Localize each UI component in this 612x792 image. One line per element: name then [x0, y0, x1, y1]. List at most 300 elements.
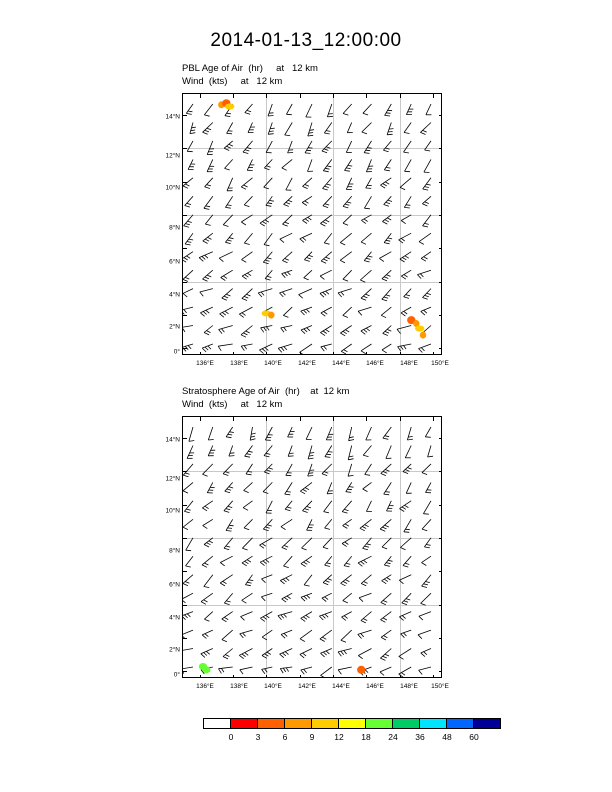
pbl-xtick-7: 150°E: [431, 360, 449, 367]
wind-barb: [183, 482, 193, 493]
wind-barb: [182, 649, 193, 656]
wind-barb: [245, 446, 253, 458]
wind-barb: [382, 289, 392, 301]
wind-barb: [204, 538, 213, 547]
wind-barb: [239, 307, 252, 317]
wind-barb: [325, 556, 332, 566]
wind-barb: [189, 427, 194, 441]
wind-barb: [242, 593, 253, 603]
wind-barb: [285, 123, 293, 136]
wind-barb: [421, 649, 431, 657]
wind-barb: [241, 344, 252, 351]
wind-barb: [204, 104, 213, 116]
wind-barb: [401, 215, 411, 224]
wind-barb: [266, 141, 272, 153]
wind-barb: [385, 104, 393, 116]
wind-barb: [247, 159, 254, 170]
wind-barb: [219, 326, 233, 334]
wind-barb: [288, 446, 294, 457]
wind-barb: [242, 538, 252, 550]
wind-barb: [340, 326, 351, 336]
wind-barb: [363, 104, 372, 115]
wind-barb: [200, 307, 212, 316]
wind-barb: [387, 501, 394, 511]
wind-barb: [245, 575, 253, 586]
wind-barb: [182, 630, 193, 639]
wind-barb: [300, 649, 312, 658]
wind-barb: [381, 612, 392, 623]
colorbar-swatch: [230, 718, 258, 729]
colorbar-swatch: [203, 718, 231, 729]
wind-barb: [343, 593, 352, 603]
wind-barb: [358, 307, 371, 315]
wind-barb: [383, 141, 391, 152]
wind-barb: [260, 538, 273, 549]
wind-barb: [323, 538, 332, 549]
wind-barb: [199, 252, 213, 262]
pbl-xtick-3: 142°E: [298, 360, 316, 367]
wind-barb: [183, 289, 193, 297]
wind-barb: [323, 575, 332, 585]
wind-barb: [422, 556, 432, 565]
wind-barb: [225, 196, 232, 208]
wind-barb: [241, 215, 252, 225]
colorbar-tick-labels: [0, 732, 612, 746]
wind-barb: [364, 252, 372, 262]
wind-barb: [302, 538, 313, 550]
wind-barb: [183, 464, 193, 477]
wind-barb: [383, 427, 391, 439]
wind-barb: [402, 593, 411, 605]
wind-barb: [338, 667, 352, 674]
wind-barb: [321, 344, 332, 351]
strat-ytick-2: 4°N: [169, 614, 180, 622]
wind-barb: [225, 482, 233, 492]
wind-barb: [361, 289, 372, 301]
wind-barb: [340, 252, 352, 263]
wind-barb: [320, 289, 332, 298]
wind-barb: [285, 501, 292, 511]
wind-barb: [308, 159, 314, 171]
wind-barb: [282, 252, 292, 263]
wind-barb: [282, 538, 292, 550]
wind-barb: [207, 141, 214, 155]
wind-barb: [190, 123, 196, 134]
wind-barb: [208, 427, 213, 440]
colorbar-tick-label: 0: [228, 732, 234, 742]
wind-barb: [425, 141, 431, 151]
age-of-air-patch: [420, 332, 425, 338]
wind-barb: [419, 344, 432, 353]
wind-barb: [224, 593, 232, 604]
wind-barb: [203, 233, 213, 243]
wind-barb: [227, 178, 233, 191]
wind-barb: [262, 630, 272, 640]
wind-barb: [300, 233, 312, 242]
wind-barb: [384, 482, 392, 494]
wind-barb: [222, 289, 233, 301]
wind-barb: [242, 252, 253, 263]
wind-barb: [283, 307, 292, 317]
pbl-xtick-5: 146°E: [366, 360, 384, 367]
wind-barb: [399, 649, 411, 660]
wind-barb: [326, 427, 333, 440]
wind-barb: [325, 519, 332, 529]
colorbar-tick-label: 12: [334, 732, 344, 742]
wind-barb: [223, 464, 233, 476]
wind-barb: [366, 178, 372, 189]
wind-barb: [424, 159, 431, 172]
wind-barb: [321, 667, 332, 678]
strat-xtick-3: 142°E: [298, 683, 316, 690]
wind-barb: [221, 270, 233, 280]
strat-xtick-5: 146°E: [366, 683, 384, 690]
pbl-header-line1: PBL Age of Air (hr) at 12 km: [182, 63, 318, 74]
wind-barb: [244, 196, 252, 206]
colorbar-tick-label: 36: [415, 732, 425, 742]
pbl-ytick-7: 14°N: [165, 113, 180, 121]
wind-barb: [302, 196, 312, 205]
wind-barb: [341, 630, 352, 642]
wind-barb: [184, 215, 193, 228]
wind-barb: [366, 159, 373, 171]
wind-barb: [349, 427, 354, 441]
wind-barb: [203, 464, 213, 476]
wind-barb: [278, 612, 292, 620]
wind-barb: [399, 233, 412, 243]
wind-barb: [308, 464, 315, 476]
stratosphere-map-panel[interactable]: [182, 416, 442, 678]
wind-barb: [323, 178, 332, 190]
wind-barb: [382, 270, 391, 281]
wind-barb: [286, 464, 292, 476]
wind-barb: [208, 446, 215, 456]
wind-barb: [304, 252, 312, 262]
wind-barb: [266, 196, 274, 206]
wind-barb: [382, 344, 391, 353]
wind-barb: [226, 519, 234, 531]
wind-barb: [325, 446, 333, 458]
wind-barb: [204, 326, 213, 335]
wind-barb: [303, 501, 313, 513]
wind-barb: [399, 667, 412, 677]
wind-barb: [379, 252, 391, 262]
wind-barb: [406, 482, 412, 493]
wind-barb: [265, 427, 272, 440]
wind-barb: [280, 233, 292, 242]
wind-barb: [360, 270, 371, 282]
wind-barb: [201, 593, 213, 604]
wind-barb: [280, 575, 292, 584]
wind-barb: [422, 196, 431, 206]
wind-barb: [401, 630, 412, 638]
strat-header-line2: Wind (kts) at 12 km: [182, 399, 283, 410]
wind-barb: [263, 252, 272, 264]
wind-barb: [183, 178, 193, 189]
wind-barb: [348, 464, 354, 476]
wind-barb: [268, 123, 275, 135]
wind-barb: [264, 233, 272, 246]
colorbar-tick-label: 3: [255, 732, 261, 742]
pbl-ytick-4: 8°N: [169, 224, 180, 232]
wind-barb: [401, 270, 411, 279]
strat-xtick-0: 136°E: [196, 683, 214, 690]
wind-barb: [420, 123, 431, 135]
wind-barb: [219, 667, 233, 673]
wind-barb: [419, 667, 431, 675]
wind-barb: [407, 427, 413, 440]
wind-barb: [366, 427, 372, 440]
pbl-xtick-6: 148°E: [400, 360, 418, 367]
wind-barb: [182, 344, 193, 351]
wind-barb: [320, 270, 332, 279]
wind-barb: [225, 159, 233, 170]
wind-barb: [204, 196, 213, 209]
wind-barb: [348, 446, 353, 460]
wind-barb: [399, 575, 411, 584]
strat-xtick-1: 138°E: [230, 683, 248, 690]
wind-barb: [404, 289, 412, 299]
wind-barb: [422, 464, 431, 475]
wind-barb: [341, 344, 352, 354]
wind-barb: [182, 593, 193, 603]
wind-barb: [338, 649, 352, 657]
wind-barb: [307, 519, 314, 530]
wind-barb: [280, 667, 292, 673]
wind-barb: [207, 482, 214, 493]
strat-xtick-7: 150°E: [431, 683, 449, 690]
colorbar-swatch: [284, 718, 312, 729]
wind-barb: [419, 612, 431, 621]
wind-barb: [359, 593, 371, 602]
wind-barb: [301, 307, 312, 315]
wind-barb: [342, 538, 352, 547]
wind-barb: [219, 252, 233, 262]
pbl-xtick-1: 138°E: [230, 360, 248, 367]
wind-barb: [243, 141, 253, 154]
colorbar-swatch: [338, 718, 366, 729]
wind-barb: [400, 501, 412, 512]
wind-barb: [205, 178, 213, 189]
wind-barb: [324, 501, 332, 513]
wind-barb: [187, 446, 194, 459]
wind-barb: [260, 215, 272, 226]
wind-barb: [384, 556, 392, 566]
wind-barb: [301, 612, 312, 622]
colorbar-swatch: [446, 718, 474, 729]
wind-barb: [260, 556, 272, 565]
wind-barb: [361, 215, 371, 224]
wind-barb: [423, 501, 431, 514]
wind-barb: [224, 501, 233, 513]
wind-barb: [301, 593, 312, 601]
wind-barb: [281, 630, 292, 638]
wind-barb: [401, 307, 411, 316]
wind-barb: [319, 612, 331, 620]
wind-barb: [381, 307, 391, 318]
wind-barb: [288, 427, 295, 437]
wind-barb: [343, 270, 352, 281]
pbl-ytick-1: 2°N: [169, 323, 180, 331]
wind-barb: [343, 196, 352, 208]
wind-barb: [263, 482, 272, 493]
wind-barb: [265, 270, 272, 280]
wind-barb: [226, 427, 234, 438]
wind-barb: [284, 556, 293, 567]
wind-barb: [425, 427, 431, 437]
wind-barb: [343, 215, 352, 225]
wind-barb: [299, 289, 312, 299]
colorbar-swatch: [311, 718, 339, 729]
wind-barb: [239, 649, 252, 659]
wind-barb: [418, 630, 431, 639]
wind-barb: [258, 289, 272, 297]
wind-barb: [360, 519, 372, 531]
colorbar-tick-label: 60: [469, 732, 479, 742]
colorbar-swatch: [365, 718, 393, 729]
colorbar-tick-label: 9: [309, 732, 315, 742]
wind-barb: [306, 427, 312, 440]
wind-barb: [321, 307, 332, 316]
wind-barb: [324, 123, 332, 135]
wind-barb: [419, 233, 431, 244]
wind-barb: [203, 123, 213, 135]
wind-barb: [342, 612, 352, 621]
wind-barb: [421, 252, 431, 262]
wind-barb: [320, 630, 332, 641]
age-of-air-patch: [269, 312, 274, 318]
wind-barb: [380, 519, 391, 531]
wind-barb: [305, 141, 313, 154]
wind-barb: [204, 612, 212, 622]
wind-barb: [220, 575, 233, 586]
wind-barb: [405, 446, 411, 458]
wind-barb: [404, 123, 411, 134]
wind-barb: [399, 612, 411, 621]
wind-barb: [223, 649, 233, 659]
wind-barb: [363, 446, 371, 457]
wind-barb: [406, 104, 413, 115]
strat-ytick-0: 0°: [173, 671, 180, 679]
pbl-xtick-4: 144°E: [332, 360, 350, 367]
wind-barb: [262, 575, 273, 583]
wind-barb: [338, 289, 352, 297]
wind-barb: [278, 344, 292, 352]
strat-xtick-6: 148°E: [400, 683, 418, 690]
wind-barb: [381, 630, 391, 640]
wind-barb: [183, 519, 193, 529]
wind-barb: [248, 123, 255, 133]
wind-barb: [203, 519, 213, 528]
wind-barb: [322, 141, 332, 153]
wind-barb: [423, 178, 431, 190]
pbl-ytick-5: 10°N: [165, 184, 180, 192]
wind-barb: [282, 593, 293, 602]
wind-barb: [366, 501, 372, 512]
wind-barb: [304, 575, 312, 586]
wind-barb: [343, 307, 352, 317]
wind-barb: [424, 538, 431, 548]
strat-ytick-1: 2°N: [169, 646, 180, 654]
wind-barb: [259, 344, 272, 354]
wind-barb: [398, 344, 412, 351]
wind-barb: [241, 326, 253, 338]
wind-barb: [423, 215, 431, 227]
wind-barb: [400, 178, 411, 190]
wind-barb: [222, 630, 233, 642]
wind-barb: [362, 123, 372, 134]
wind-barb: [301, 326, 312, 334]
wind-barb: [320, 326, 331, 336]
wind-barb: [426, 104, 432, 115]
colorbar-tick-label: 48: [442, 732, 452, 742]
wind-barb: [200, 289, 213, 297]
wind-barb: [386, 446, 392, 459]
wind-barb: [246, 464, 253, 475]
wind-barb: [358, 556, 371, 566]
wind-barb: [204, 575, 213, 588]
wind-barb: [382, 538, 391, 549]
wind-barb: [323, 159, 332, 171]
wind-barb: [262, 667, 273, 674]
wind-barb: [182, 667, 193, 674]
wind-barb: [382, 575, 392, 584]
wind-barb: [404, 141, 412, 153]
wind-barb: [263, 519, 272, 531]
wind-barb: [343, 104, 352, 115]
strat-ytick-4: 8°N: [169, 547, 180, 555]
wind-barb: [202, 344, 213, 352]
wind-barb: [428, 446, 433, 458]
wind-barb: [380, 649, 391, 661]
wind-barb: [346, 178, 353, 190]
wind-barb: [241, 178, 252, 190]
wind-barb: [400, 252, 411, 262]
wind-barb: [426, 482, 432, 492]
wind-barb: [383, 326, 392, 336]
wind-barb: [345, 159, 353, 171]
colorbar-swatch: [392, 718, 420, 729]
wind-barb: [184, 501, 193, 513]
colorbar: [204, 718, 501, 729]
wind-barb: [358, 649, 371, 659]
wind-barb: [223, 215, 233, 227]
wind-barb: [363, 482, 372, 491]
wind-barb: [264, 464, 273, 474]
wind-barb: [361, 344, 372, 354]
wind-barb: [280, 649, 293, 658]
wind-barb: [381, 464, 392, 476]
wind-barb: [322, 464, 332, 476]
colorbar-swatch: [419, 718, 447, 729]
wind-barb: [286, 178, 292, 190]
strat-xtick-2: 140°E: [264, 683, 282, 690]
wind-barb: [201, 649, 213, 658]
wind-barb: [422, 519, 431, 531]
wind-barb: [344, 556, 352, 567]
wind-barb: [186, 556, 194, 567]
age-of-air-patch: [358, 666, 365, 673]
pbl-map-panel[interactable]: [182, 93, 442, 355]
wind-barb: [283, 215, 293, 226]
wind-barb: [224, 538, 233, 550]
wind-barb: [417, 270, 431, 278]
pbl-ytick-6: 12°N: [165, 152, 180, 160]
wind-barb: [358, 630, 372, 638]
wind-barb: [303, 215, 313, 224]
wind-barb: [288, 141, 294, 153]
wind-barb: [364, 141, 372, 154]
